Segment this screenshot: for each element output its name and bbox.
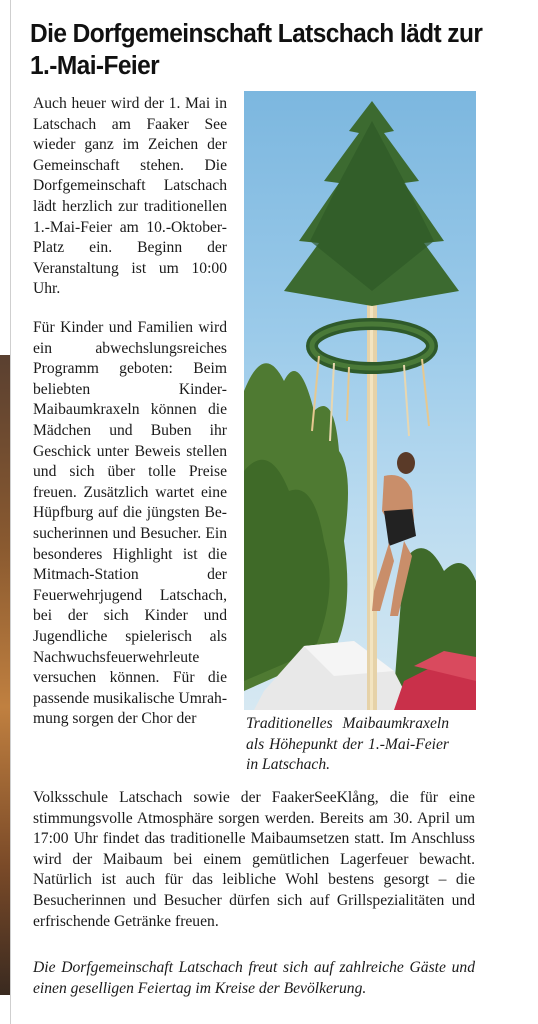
photo-caption: Traditionelles Maibaumkraxeln als Höhepunkt der 1.-Mai-Feier in Latschach. bbox=[246, 715, 449, 774]
article-closing-statement: Die Dorfgemeinschaft Latschach freut sich auf zahlreiche Gäste und einen geselligen Feiertag im Kreise der Bevölkerung. bbox=[33, 959, 475, 997]
column-divider bbox=[10, 0, 11, 1024]
article-headline: Die Dorfgemeinschaft Latschach lädt zur 1.-Mai-Feier bbox=[30, 20, 483, 80]
article-paragraph-program: Für Kinder und Familien wird ein abwechslungsreiches Programm geboten: Beim beliebten Kinder-Maibaumkraxeln können die Mädchen und Buben ihr Geschick unter Beweis stellen und sich über tolle Preise freuen. Zusätzlich wartet eine Hüpfburg auf die jüngsten Besucherinnen und Besucher. Ein besonderes Highlight ist die Mitmach-Station der Feuerwehrjugend Latschach, bei der sich Kinder und Jugendliche spielerisch als Nachwuchsfeuerwehrleute versuchen können. Für die passende musikalische Umrahmung sorgen der Chor der bbox=[33, 319, 228, 728]
maypole-climbing-photo bbox=[244, 91, 476, 710]
article-paragraph-intro: Auch heuer wird der 1. Mai in Latschach am Faaker See wieder ganz im Zeichen der Gemeinschaft stehen. Die Dorfgemeinschaft Latschach lädt herzlich zur traditionellen 1.-Mai-Feier am 10.-Oktober-Platz ein. Beginn der Veranstaltung ist um 10:00 Uhr. bbox=[33, 95, 227, 298]
adjacent-page-edge bbox=[0, 0, 11, 1024]
article-paragraph-details: Volksschule Latschach sowie der FaakerSeeKlång, die für eine stimmungsvolle Atmosphäre sorgen werden. Bereits am 30. April um 17:00 Uhr findet das traditionelle Maibaumsetzen statt. Im Anschluss wird der Maibaum bei einem gemütlichen Lagerfeuer bewacht. Natürlich ist auch für das leibliche Wohl bestens gesorgt – die Besucherinnen und Besucher dürfen sich auf Grillspezialitäten und erfrischende Getränke freuen. bbox=[33, 789, 475, 930]
